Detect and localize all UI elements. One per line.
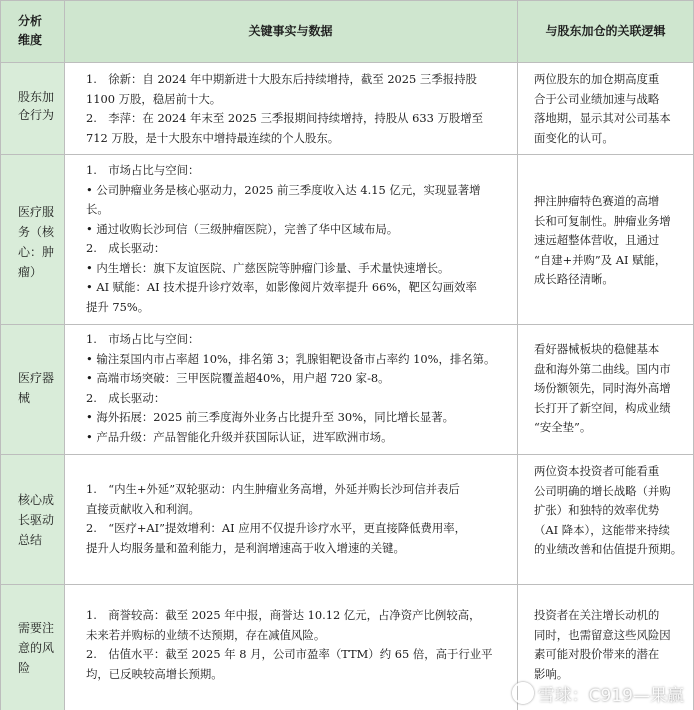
header-dimension-line2: 维度 xyxy=(18,33,43,47)
row-logic xyxy=(517,62,694,154)
fact-line: • 产品升级：产品智能化升级并获国际认证，进军欧洲市场。 xyxy=(86,429,393,444)
grid-line xyxy=(0,584,694,585)
dimension-line: 心：肿 xyxy=(18,245,55,259)
row-dimension xyxy=(0,62,64,154)
grid-line xyxy=(0,0,694,1)
logic-line: 长打开了新空间，构成业绩 xyxy=(534,400,671,415)
fact-line: 2. 成长驱动： xyxy=(86,390,166,405)
fact-line: 1. “内生+外延”双轮驱动：内生肿瘤业务高增，外延并购长沙珂信并表后 xyxy=(86,482,460,496)
logic-line: 成长路径清晰。 xyxy=(534,272,614,286)
logic-line: 面变化的认可。 xyxy=(534,130,614,145)
row-logic xyxy=(517,324,694,454)
dimension-line: 械 xyxy=(18,391,31,405)
grid-line xyxy=(0,454,694,455)
dimension-line: 医疗器 xyxy=(18,371,55,385)
row-dimension xyxy=(0,454,64,584)
dimension-line: 核心成 xyxy=(18,493,55,507)
fact-line: 2. 成长驱动： xyxy=(86,241,166,255)
grid-line xyxy=(0,154,694,155)
header-cell-dimension xyxy=(0,0,64,62)
header-cell-facts xyxy=(64,0,517,62)
logic-line: 速远超整体营收，且通过 xyxy=(534,233,660,247)
fact-line: • 输注泵国内市占率超 10%，排名第 3；乳腺钼靶设备市占率约 10%，排名第。 xyxy=(86,351,496,366)
logic-line: 押注肿瘤特色赛道的高增 xyxy=(534,194,660,208)
fact-line: 直接贡献收入和利润。 xyxy=(86,501,200,516)
logic-line: 看好器械板块的稳健基本 xyxy=(534,342,660,356)
fact-line: 2. “医疗+AI”提效增利：AI 应用不仅提升诊疗水平，更直接降低费用率， xyxy=(86,521,467,535)
dimension-line: 医疗服 xyxy=(18,205,55,219)
table-row xyxy=(0,454,694,584)
fact-line: 1100 万股，稳居前十大。 xyxy=(86,91,222,106)
dimension-line: 长驱动 xyxy=(18,513,55,527)
fact-line: • 高端市场突破：三甲医院覆盖超40%，用户超 720 家-8。 xyxy=(86,371,390,385)
grid-line xyxy=(0,0,1,710)
logic-line: （AI 降本），这能带来持续 xyxy=(534,522,670,537)
table-row xyxy=(0,62,694,154)
fact-line: 1. 市场占比与空间： xyxy=(86,332,200,346)
logic-line: 素可能对股价带来的潜在 xyxy=(534,647,660,661)
logic-line: 两位股东的加仓期高度重 xyxy=(534,72,660,86)
fact-line: 均，已反映较高增长预期。 xyxy=(86,666,223,681)
logic-line: “安全垫”。 xyxy=(534,420,592,434)
table-header-row xyxy=(0,0,694,62)
logic-line: 合于公司业绩加速与战略 xyxy=(534,91,660,106)
fact-line: • AI 赋能：AI 技术提升诊疗效率，如影像阅片效率提升 66%，靶区勾画效率 xyxy=(86,280,477,294)
row-facts xyxy=(64,584,517,710)
dimension-line: 险 xyxy=(18,661,31,675)
table-row xyxy=(0,324,694,454)
dimension-line: 股东加 xyxy=(18,90,55,104)
logic-line: 的业绩改善和估值提升预期。 xyxy=(534,542,683,556)
fact-line: 长。 xyxy=(86,202,109,216)
fact-line: 2. 李萍：在 2024 年末至 2025 三季报期间持续增持，持股从 633 万股增至 xyxy=(86,111,484,125)
fact-line: 未来若并购标的业绩不达预期，存在减值风险。 xyxy=(86,627,326,642)
logic-line: 扩张）和独特的效率优势 xyxy=(534,503,660,517)
logic-line: 影响。 xyxy=(534,666,569,681)
grid-line xyxy=(0,62,694,63)
row-dimension xyxy=(0,324,64,454)
grid-line xyxy=(64,0,65,710)
grid-line xyxy=(0,324,694,325)
dimension-line: 仓行为 xyxy=(18,108,55,122)
header-logic: 与股东加仓的关联逻辑 xyxy=(545,24,666,38)
logic-line: 投资者在关注增长动机的 xyxy=(534,608,660,622)
dimension-line: 瘤） xyxy=(18,265,43,279)
fact-line: • 内生增长：旗下友谊医院、广慈医院等肿瘤门诊量、手术量快速增长。 xyxy=(86,260,450,275)
logic-line: 场份额领先，同时海外高增 xyxy=(534,381,671,395)
fact-line: 712 万股，是十大股东中增持最连续的个人股东。 xyxy=(86,130,340,145)
header-cell-logic xyxy=(517,0,694,62)
row-facts xyxy=(64,154,517,324)
logic-line: 盘和海外第二曲线。国内市 xyxy=(534,361,671,376)
row-facts xyxy=(64,62,517,154)
fact-line: • 海外拓展：2025 前三季度海外业务占比提升至 30%，同比增长显著。 xyxy=(86,410,455,424)
logic-line: 长和可复制性。肿瘤业务增 xyxy=(534,213,671,228)
logic-line: 两位资本投资者可能看重 xyxy=(534,464,660,478)
header-dimension-line1: 分析 xyxy=(18,14,43,28)
snowball-logo-icon xyxy=(512,682,534,704)
fact-line: 提升 75%。 xyxy=(86,299,150,314)
watermark-text: 雪球：C919—果赢 xyxy=(537,686,684,706)
row-logic xyxy=(517,154,694,324)
fact-line: • 通过收购长沙珂信（三级肿瘤医院），完善了华中区域布局。 xyxy=(86,221,399,236)
grid-line xyxy=(517,0,518,710)
row-dimension xyxy=(0,584,64,710)
row-facts xyxy=(64,324,517,454)
fact-line: 1. 徐新：自 2024 年中期新进十大股东后持续增持，截至 2025 三季报持股 xyxy=(86,72,477,86)
logic-line: “自建+并购”及 AI 赋能， xyxy=(534,252,667,267)
fact-line: 提升人均服务量和盈利能力，是利润增速高于收入增速的关键。 xyxy=(86,540,405,555)
logic-line: 落地期，显示其对公司基本 xyxy=(534,111,671,125)
dimension-line: 总结 xyxy=(18,533,43,547)
row-dimension xyxy=(0,154,64,324)
row-facts xyxy=(64,454,517,584)
fact-line: • 公司肿瘤业务是核心驱动力，2025 前三季度收入达 4.15 亿元，实现显著增 xyxy=(86,182,481,197)
dimension-line: 意的风 xyxy=(18,641,55,655)
header-facts: 关键事实与数据 xyxy=(248,24,333,38)
fact-line: 2. 估值水平：截至 2025 年 8 月，公司市盈率（TTM）约 65 倍，高于行业平 xyxy=(86,647,493,661)
fact-line: 1. 商誉较高：截至 2025 年中报，商誉达 10.12 亿元，占净资产比例较高， xyxy=(86,608,481,622)
table-row xyxy=(0,154,694,324)
logic-line: 公司明确的增长战略（并购 xyxy=(534,483,671,498)
dimension-line: 需要注 xyxy=(18,621,55,635)
fact-line: 1. 市场占比与空间： xyxy=(86,163,200,177)
logic-line: 同时，也需留意这些风险因 xyxy=(534,627,671,642)
watermark xyxy=(512,681,684,706)
row-logic xyxy=(517,454,694,584)
dimension-line: 务（核 xyxy=(18,225,55,239)
